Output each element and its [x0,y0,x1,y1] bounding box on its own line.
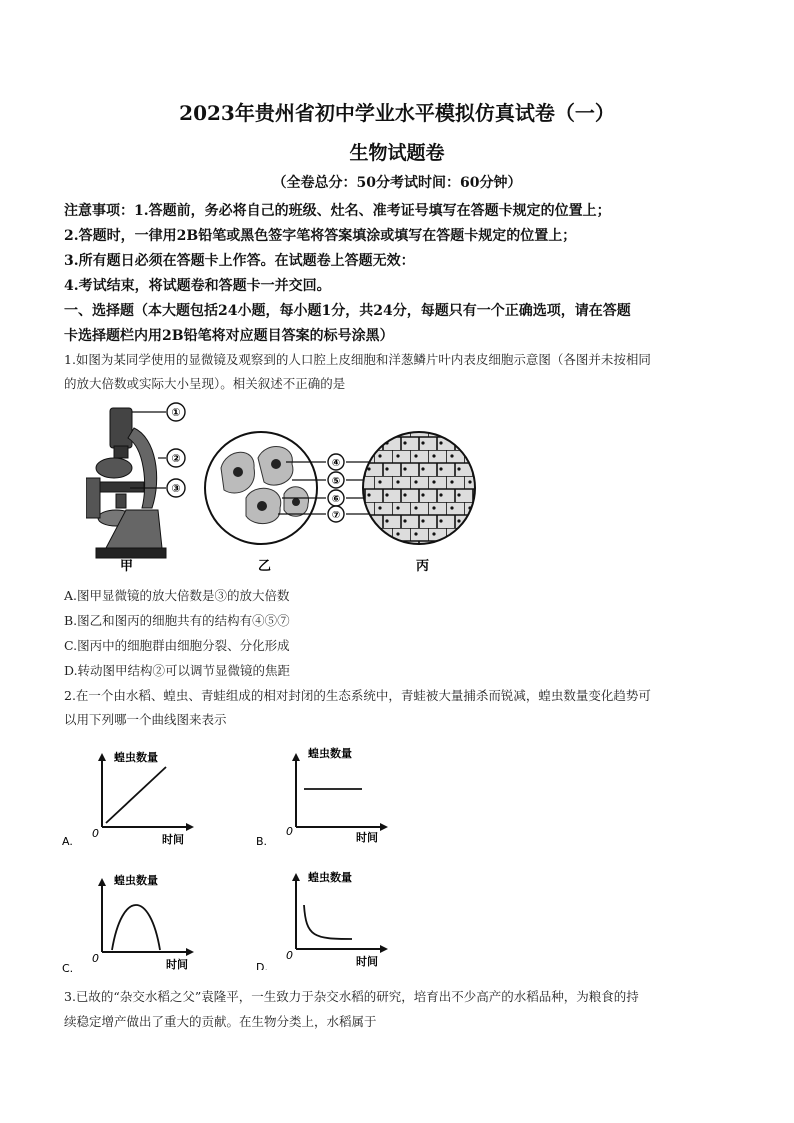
label-1: ① [171,406,181,419]
q2-graph-c [62,870,202,975]
q1-option-c: C.图丙中的细胞群由细胞分裂、分化形成 [64,638,290,653]
q2-graph-a [62,745,202,850]
note-line-3: 3.所有题日必须在答题卡上作答。在试题卷上答题无效： [64,253,415,269]
graph-b-xlabel: 时间 [356,831,378,844]
graph-b-option: B. [256,835,268,848]
label-5: ⑤ [331,476,341,487]
graph-a-curve [106,767,166,823]
graph-b-ylabel: 蝗虫数量 [308,747,352,760]
label-2: ② [171,452,181,465]
microscope-illustration [86,408,166,558]
graph-d-curve [304,905,352,939]
graph-d-option: D. [256,961,268,970]
q1-stem-line-1: 1.如图为某同学使用的显微镜及观察到的人口腔上皮细胞和洋葱鳞片叶内表皮细胞示意图（各图并未按相同 [64,352,651,367]
label-3: ③ [171,482,181,495]
graph-b-origin: 0 [286,825,293,838]
q1-stem-line-2: 的放大倍数或实际大小呈现）。相关叙述不正确的是 [64,376,346,391]
graph-c-ylabel: 蝗虫数量 [114,874,158,887]
exam-title: 2023年贵州省初中学业水平模拟仿真试卷（一） [179,101,615,125]
caption-yi: 乙 [258,559,272,574]
graph-d-ylabel: 蝗虫数量 [308,871,352,884]
q3-stem-line-1: 3.已故的“杂交水稻之父”袁隆平，一生致力于杂交水稻的研究，培育出不少高产的水稻品种，为粮食的持 [64,989,639,1004]
cheek-cells-view [205,432,317,544]
score-info: （全卷总分：50分考试时间：60分钟） [272,175,522,191]
graph-c-origin: 0 [92,952,99,965]
section-heading-line-1: 一、选择题（本大题包括24小题，每小题1分，共24分，每题只有一个正确选项，请在答题 [64,303,631,319]
graph-c-curve [112,905,160,950]
q1-figure [86,398,486,576]
graph-a-ylabel: 蝗虫数量 [114,751,158,764]
exam-subtitle: 生物试题卷 [349,142,445,164]
graph-a-xlabel: 时间 [162,833,184,846]
q2-graph-d [256,865,396,970]
q2-stem-line-2: 以用下列哪一个曲线图来表示 [64,712,227,727]
q1-option-d: D.转动图甲结构②可以调节显微镜的焦距 [64,663,291,678]
q2-stem-line-1: 2.在一个由水稻、蝗虫、青蛙组成的相对封闭的生态系统中，青蛙被大量捕杀而锐减，蝗虫数量变化趋势可 [64,688,651,703]
note-line-1: 注意事项：1.答题前，务必将自己的班级、灶名、准考证号填写在答题卡规定的位置上； [64,203,611,219]
q1-option-b: B.图乙和图丙的细胞共有的结构有④⑤⑦ [64,613,290,628]
note-line-2: 2.答题时，一律用2B铅笔或黑色签字笔将答案填涂或填写在答题卡规定的位置上； [64,228,577,244]
graph-d-origin: 0 [286,949,293,962]
graph-a-origin: 0 [92,827,99,840]
label-4: ④ [331,458,341,469]
label-6: ⑥ [331,494,341,505]
q2-graph-b [256,745,396,850]
section-heading-line-2: 卡选择题栏内用2B铅笔将对应题目答案的标号涂黑） [64,328,394,344]
q3-stem-line-2: 续稳定增产做出了重大的贡献。在生物分类上，水稻属于 [64,1014,377,1029]
label-7: ⑦ [331,510,341,521]
q1-option-a: A.图甲显微镜的放大倍数是③的放大倍数 [64,588,290,603]
graph-c-xlabel: 时间 [166,958,188,971]
caption-jia: 甲 [120,559,134,574]
note-line-4: 4.考试结束，将试题卷和答题卡一并交回。 [64,278,331,294]
graph-d-xlabel: 时间 [356,955,378,968]
onion-cells-view [363,432,475,544]
caption-bing: 丙 [416,559,430,574]
graph-a-option: A. [62,835,73,848]
graph-c-option: C. [62,962,74,975]
